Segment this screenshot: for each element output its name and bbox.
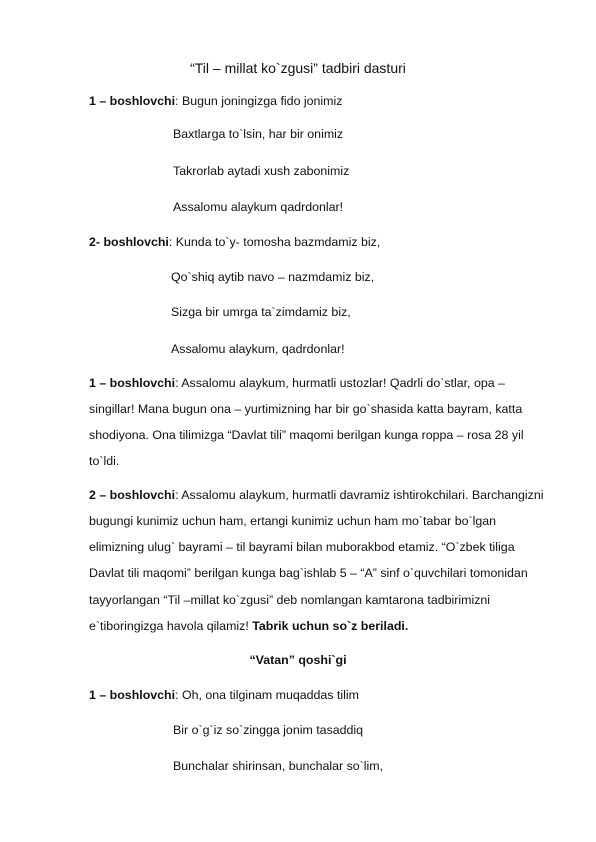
speaker-label: 1 – boshlovchi (89, 688, 176, 702)
text-line: to`ldi. (89, 454, 120, 468)
bold-note: Tabrik uchun so`z beriladi. (252, 619, 409, 633)
text-line: singillar! Mana bugun ona – yurtimizning har bir go`shasida katta bayram, katta (89, 402, 523, 416)
text-line: bugungi kunimiz uchun ham, ertangi kunimiz uchun ham mo`tabar bo`lgan (89, 514, 497, 528)
text-line: e`tiboringizga havola qilamiz! Tabrik uchun so`z beriladi. (89, 619, 409, 633)
text-line: elimizning ulug` bayrami – til bayrami bilan muborakbod etamiz. “O`zbek tiliga (89, 540, 515, 554)
text-line: 1 – boshlovchi: Assalomu alaykum, hurmatli ustozlar! Qadrli do`stlar, opa – (89, 376, 505, 390)
text-line: 1 – boshlovchi: Bugun joningizga fido jonimiz (89, 94, 343, 108)
text-line: Baxtlarga to`lsin, har bir onimiz (173, 127, 344, 141)
document-title: “Til – millat ko`zgusi” tadbiri dasturi (190, 60, 406, 76)
text-line: 2 – boshlovchi: Assalomu alaykum, hurmatli davramiz ishtirokchilari. Barchangizni (89, 488, 544, 502)
text-line: Bir o`g`iz so`zingga jonim tasaddiq (173, 723, 364, 737)
text-line: Takrorlab aytadi xush zabonimiz (173, 164, 350, 178)
text-line: Assalomu alaykum, qadrdonlar! (171, 342, 345, 356)
section-heading: “Vatan” qoshi`gi (249, 653, 347, 667)
text-line: 2- boshlovchi: Kunda to`y- tomosha bazmdamiz biz, (89, 235, 381, 249)
text-line: Bunchalar shirinsan, bunchalar so`lim, (173, 759, 384, 773)
text-line: Assalomu alaykum qadrdonlar! (173, 200, 344, 214)
speaker-label: 2 – boshlovchi (89, 488, 176, 502)
text-line: Davlat tili maqomi” berilgan kunga bag`ishlab 5 – “A” sinf o`quvchilari tomonidan (89, 566, 528, 580)
text-line: Sizga bir umrga ta`zimdamiz biz, (171, 305, 351, 319)
text-line: Qo`shiq aytib navo – nazmdamiz biz, (171, 270, 375, 284)
speaker-label: 2- boshlovchi (89, 235, 169, 249)
speaker-label: 1 – boshlovchi (89, 94, 176, 108)
text-line: tayyorlangan “Til –millat ko`zgusi” deb nomlangan kamtarona tadbirimizni (89, 593, 491, 607)
speaker-label: 1 – boshlovchi (89, 376, 176, 390)
text-line: 1 – boshlovchi: Oh, ona tilginam muqaddas tilim (89, 688, 359, 702)
text-line: shodiyona. Ona tilimizga “Davlat tili” maqomi berilgan kunga roppa – rosa 28 yil (89, 428, 524, 442)
